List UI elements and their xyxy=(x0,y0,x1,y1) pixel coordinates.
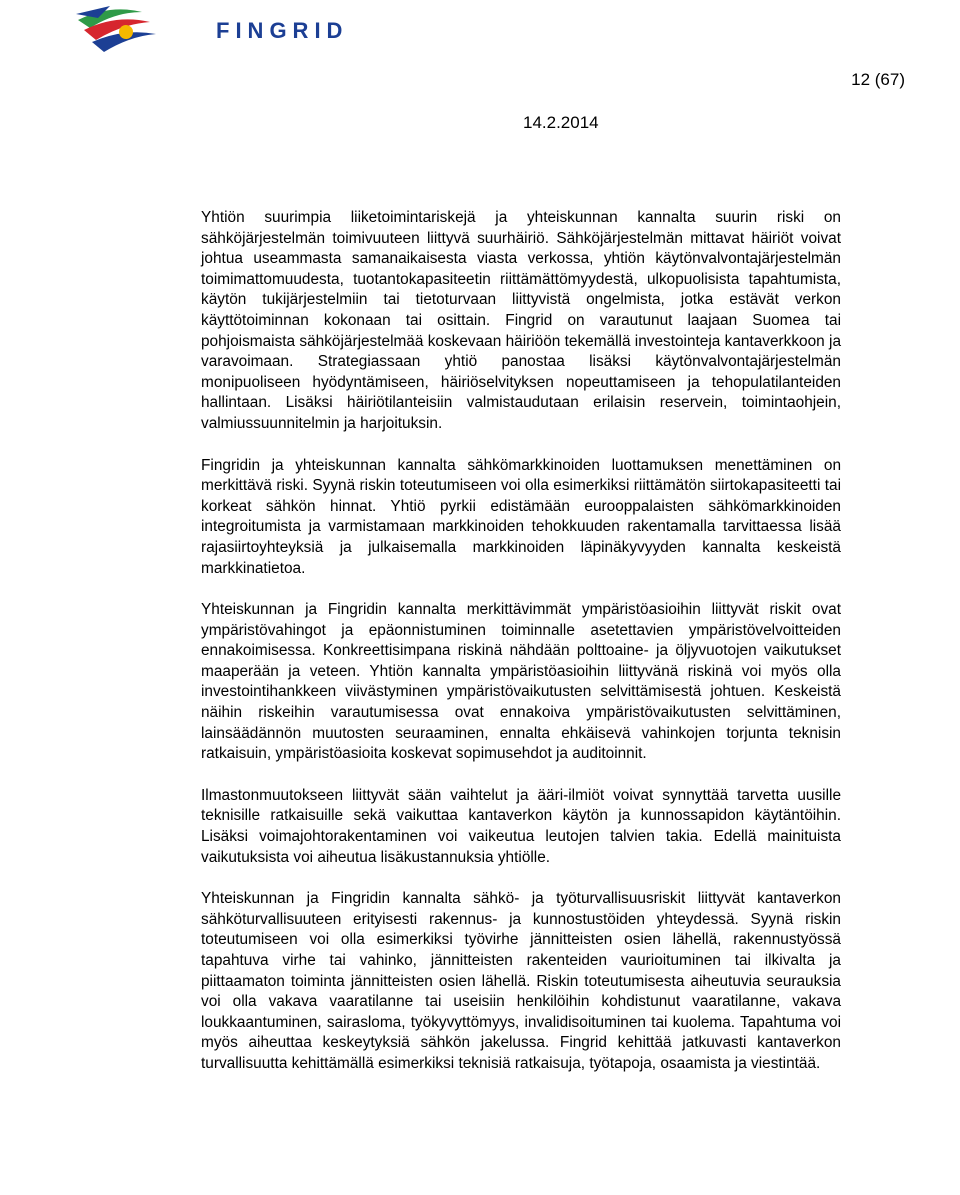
paragraph-market-trust: Fingridin ja yhteiskunnan kannalta sähkömarkkinoiden luottamuksen menettäminen on merkittävä riski. Syynä riskin toteutumiseen voi olla esimerkiksi riittämätön siirtokapasiteetti tai korkeat sähkön hinnat. Yhtiö pyrkii edistämään eurooppalaisten sähkömarkkinoiden integroitumista ja varmistamaan markkinoiden tehokkuuden rakentamalla tarvittaessa lisää rajasiirtoyhteyksiä ja julkaisemalla markkinoiden läpinäkyvyyden kannalta keskeistä markkinatietoa. xyxy=(201,456,841,577)
document-date: 14.2.2014 xyxy=(523,113,599,132)
page-number: 12 (67) xyxy=(851,70,905,89)
paragraph-climate: Ilmastonmuutokseen liittyvät sään vaihtelut ja ääri-ilmiöt voivat synnyttää tarvetta uusille teknisille ratkaisuille sekä vaikuttaa kantaverkon käytön ja kunnossapidon käytäntöihin. Lisäksi voimajohtorakentaminen voi vaikeutua leutojen talvien takia. Edellä mainituista vaikutuksista voi aiheutua lisäkustannuksia yhtiölle. xyxy=(201,786,841,866)
fingrid-logo xyxy=(70,2,349,62)
paragraph-safety: Yhteiskunnan ja Fingridin kannalta sähkö- ja työturvallisuusriskit liittyvät kantaverkon sähköturvallisuuteen erityisesti rakennus- ja kunnostustöiden yhteydessä. Syynä riskin toteutumiseen voi olla esimerkiksi työvirhe jännitteisten osien lähellä, rakennustyössä tapahtuva virhe tai vahinko, jännitteisten rakenteiden vaurioituminen tai ilkivalta ja piittaamaton toiminta jännitteisten osien lähellä. Riskin toteutumisesta aiheutuvia seurauksia voi olla vakava vaaratilanne tai useisiin henkilöihin kohdistunut vaaratilanne, vakava loukkaantuminen, sairasloma, työkyvyttömyys, invalidisoituminen tai kuolema. Tapahtuma voi myös aiheuttaa keskeytyksiä sähkön jakelussa. Fingrid kehittää jatkuvasti kantaverkon turvallisuutta kehittämällä esimerkiksi teknisiä ratkaisuja, työtapoja, osaamista ja viestintää. xyxy=(201,890,841,1072)
fingrid-emblem-icon xyxy=(70,2,220,62)
document-body xyxy=(201,208,841,1096)
logo-wordmark: FINGRID xyxy=(216,18,349,43)
paragraph-environment: Yhteiskunnan ja Fingridin kannalta merkittävimmät ympäristöasioihin liittyvät riskit ovat ympäristövahingot ja epäonnistuminen toiminnalle asetettavien ympäristövelvoitteiden ennakoimisessa. Konkreettisimpana riskinä nähdään polttoaine- ja öljyvuotojen vaikutukset maaperään ja veteen. Yhtiön kannalta ympäristöasioihin liittyvänä riskinä voi myös olla investointihankkeen viivästyminen ympäristövaikutusten selvittämisestä johtuen. Keskeistä näihin riskeihin varautumisessa ovat ennakoiva ympäristövaikutusten selvittäminen, lainsäädännön muutosten seuraaminen, ennalta ehkäisevä vahinkojen torjunta teknisin ratkaisuin, ympäristöasioita koskevat sopimusehdot ja auditoinnit. xyxy=(201,601,841,763)
paragraph-grid-disturbance: Yhtiön suurimpia liiketoimintariskejä ja yhteiskunnan kannalta suurin riski on sähköjärjestelmän toimivuuteen liittyvä suurhäiriö. Sähköjärjestelmän mittavat häiriöt voivat johtua useammasta samanaikaisesta viasta verkossa, yhtiön käytönvalvontajärjestelmän toimimattomuudesta, tuotantokapasiteetin riittämättömyydestä, ulkopuolisista tapahtumista, käytön tukijärjestelmiin tai tietoturvaan liittyvistä ongelmista, jotka estävät verkon käyttötoiminnan kokonaan tai osittain. Fingrid on varautunut laajaan Suomea tai pohjoismaista sähköjärjestelmää koskevaan häiriöön tekemällä investointeja kantaverkkoon ja varavoimaan. Strategiassaan yhtiö panostaa lisäksi käytönvalvontajärjestelmän monipuoliseen hyödyntämiseen, häiriöselvityksen nopeuttamiseen ja tehopulatilanteiden hallintaan. Lisäksi häiriötilanteisiin valmistaudutaan erilaisin reservein, toimintaohjein, valmiussuunnitelmin ja harjoituksin. xyxy=(201,209,841,432)
